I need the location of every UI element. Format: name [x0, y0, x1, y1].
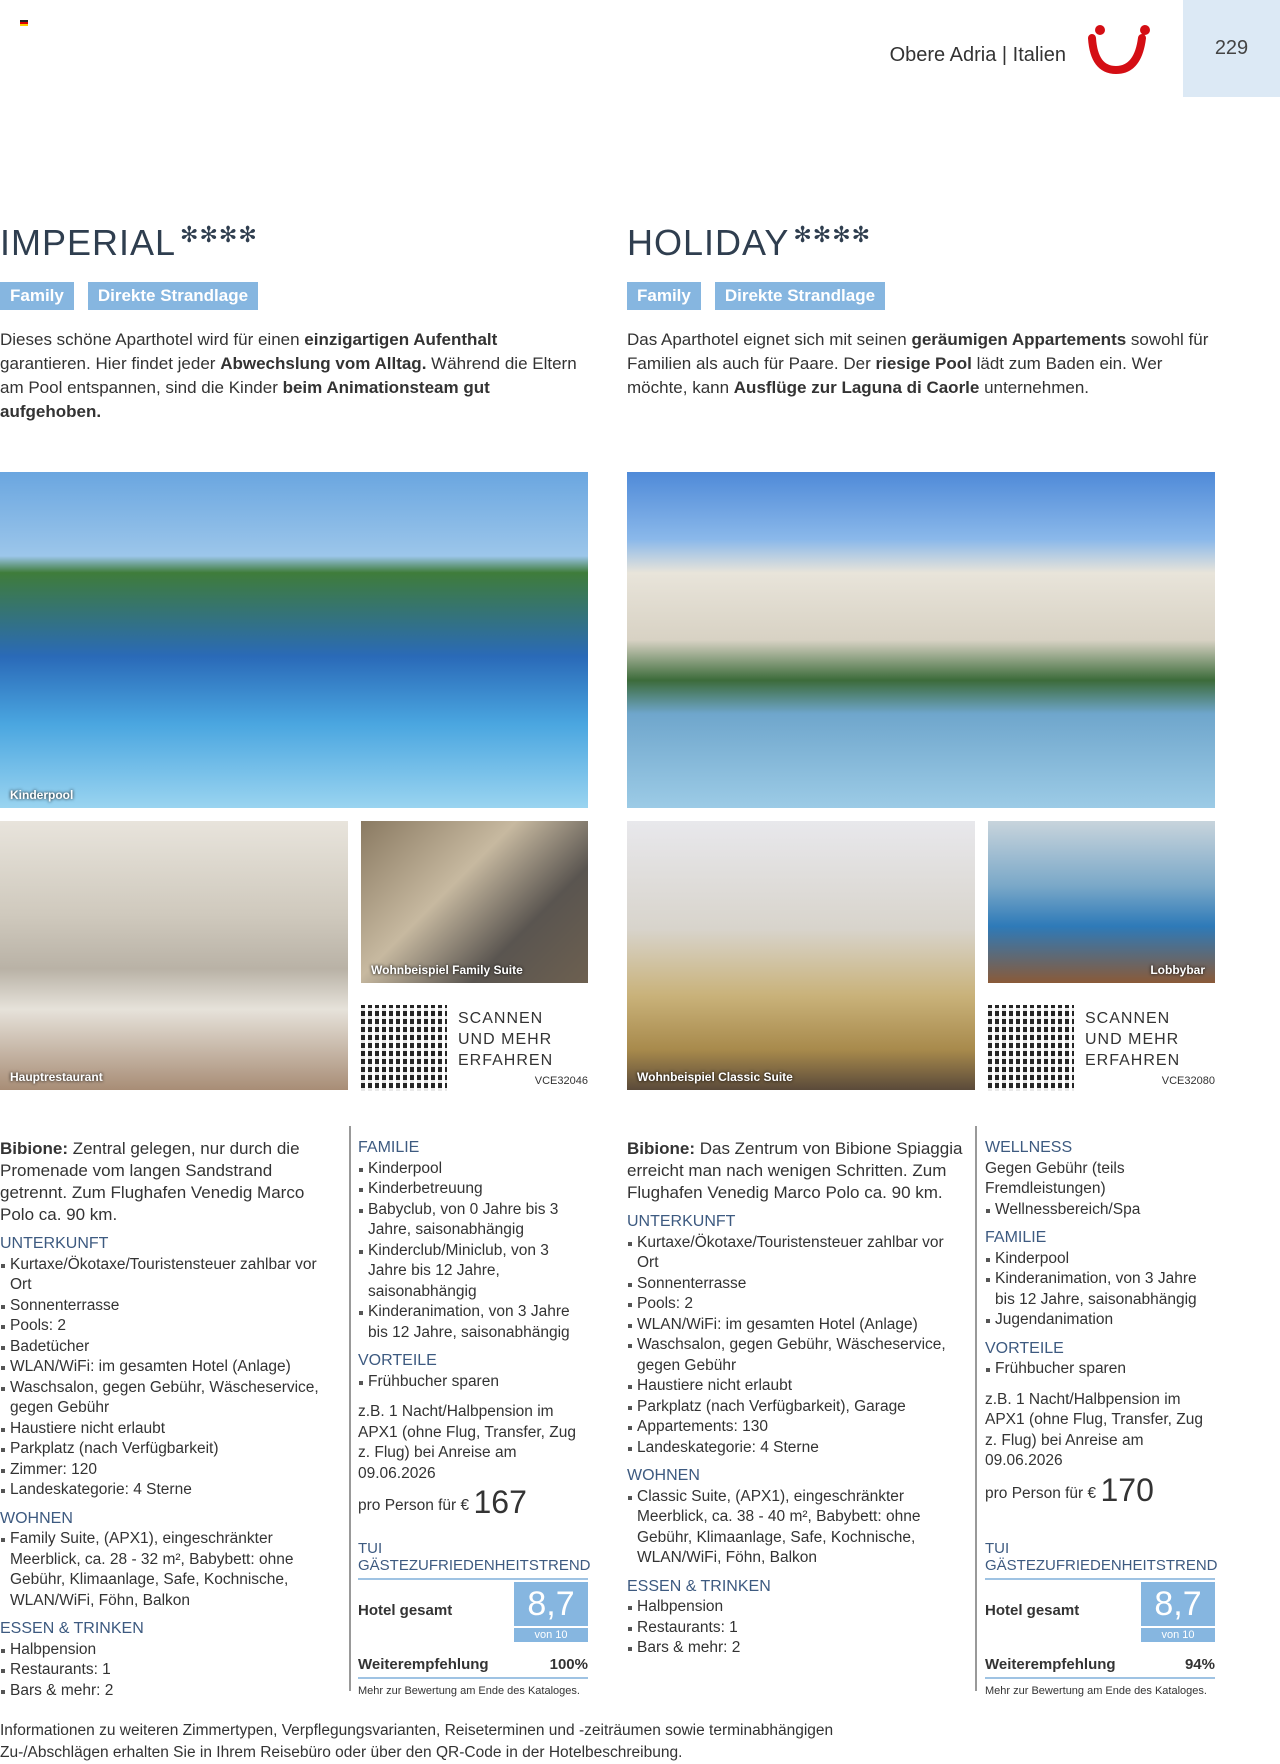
rating-box: TUI GÄSTEZUFRIEDENHEITSTREND Hotel gesamt 8,7 von 10 Weiterempfehlung 94% Mehr zur Bewertung am Ende des Kataloges.	[985, 1540, 1218, 1697]
hotel-description: Das Aparthotel eignet sich mit seinen geräumigen Appartements sowohl für Familien als auch für Paare. Der riesige Pool lädt zum Baden ein. Wer möchte, kann Ausflüge zur Laguna di Caorle unternehmen.	[627, 330, 1209, 397]
hotel-code: VCE32080	[1161, 1075, 1215, 1087]
tag-family: Family	[627, 282, 701, 310]
holiday-extras: WELLNESS Gegen Gebühr (teils Fremdleistungen) Wellnessbereich/Spa FAMILIE Kinderpool Kinderanimation, von 3 Jahre bis 12 Jahre, saisonabhängig Jugendanimation VORTEILE Frühbucher sparen z.B. 1 Nacht/Halbpension im APX1 (ohne Flug, Transfer, Zug z. Flug) bei Anreise am 09.06.2026 pro Person für € 170	[985, 1130, 1215, 1504]
scan-text: SCANNEN UND MEHR ERFAHREN	[458, 1010, 554, 1069]
tag-beach: Direkte Strandlage	[88, 282, 258, 310]
price: 170	[1100, 1471, 1154, 1508]
tui-logo	[1086, 24, 1152, 85]
qr-code-icon[interactable]	[361, 1005, 447, 1091]
scan-text: SCANNEN UND MEHR ERFAHREN	[1085, 1010, 1181, 1069]
tag-beach: Direkte Strandlage	[715, 282, 885, 310]
photo-lobbybar: Lobbybar	[988, 821, 1215, 983]
language-flag-icon	[20, 20, 28, 26]
rating-score: 8,7	[514, 1582, 588, 1626]
column-divider	[349, 1126, 351, 1691]
imperial-details: Bibione: Zentral gelegen, nur durch die Promenade vom langen Sandstrand getrennt. Zum Flughafen Venedig Marco Polo ca. 90 km. UNTERKUNFT Kurtaxe/Ökotaxe/Touristensteuer zahlbar vor Ort Sonnenterrasse Pools: 2 Badetücher WLAN/WiFi: im gesamten Hotel (Anlage) Waschsalon, gegen Gebühr, Wäscheservice, gegen Gebühr Haustiere nicht erlaubt Parkplatz (nach Verfügbarkeit) Zimmer: 120 Landeskategorie: 4 Sterne WOHNEN Family Suite, (APX1), eingeschränkter Meerblick, ca. 28 - 32 m², Babybett: ohne Gebühr, Klimaanlage, Safe, Kochnische, WLAN/WiFi, Föhn, Balkon ESSEN & TRINKEN Halbpension Restaurants: 1 Bars & mehr: 2	[0, 1138, 342, 1701]
hotel-name: HOLIDAY	[627, 222, 790, 263]
hotel-description: Dieses schöne Aparthotel wird für einen einzigartigen Aufenthalt garantieren. Hier findet jeder Abwechslung vom Alltag. Während die Eltern am Pool entspannen, sind die Kinder beim Animationsteam gut aufgehoben.	[0, 330, 577, 421]
stars-icon: ✻✻✻✻	[180, 222, 258, 247]
recommendation-percent: 94%	[1184, 1656, 1215, 1673]
photo-family-suite: Wohnbeispiel Family Suite	[361, 821, 588, 983]
footer-note: Informationen zu weiteren Zimmertypen, Verpflegungsvarianten, Reiseterminen und -zeiträumen sowie terminabhängigen Zu-/Abschlägen erhalten Sie in Ihrem Reisebüro oder über den QR-Code in der Hotelbeschreibung.	[0, 1722, 834, 1761]
page-number: 229	[1183, 0, 1280, 97]
rating-score: 8,7	[1141, 1582, 1215, 1626]
qr-code-icon[interactable]	[988, 1005, 1074, 1091]
imperial-family: FAMILIE Kinderpool Kinderbetreuung Babyclub, von 0 Jahre bis 3 Jahre, saisonabhängig Kinderclub/Miniclub, von 3 Jahre bis 12 Jahre, saisonabhängig Kinderanimation, von 3 Jahre bis 12 Jahre, saisonabhängig VORTEILE Frühbucher sparen z.B. 1 Nacht/Halbpension im APX1 (ohne Flug, Transfer, Zug z. Flug) bei Anreise am 09.06.2026 pro Person für € 167	[358, 1130, 588, 1517]
hotel-holiday-header	[627, 222, 1217, 400]
stars-icon: ✻✻✻✻	[793, 222, 872, 247]
photo-hauptrestaurant: Hauptrestaurant	[0, 821, 348, 1090]
price: 167	[473, 1484, 527, 1520]
recommendation-percent: 100%	[549, 1656, 588, 1673]
photo-classic-suite: Wohnbeispiel Classic Suite	[627, 821, 975, 1090]
hotel-imperial-header	[0, 222, 590, 424]
column-divider	[975, 1126, 977, 1691]
hotel-code: VCE32046	[534, 1075, 588, 1087]
region-title: Obere Adria | Italien	[889, 44, 1066, 66]
photo-kinderpool: Kinderpool	[0, 472, 588, 808]
holiday-details: Bibione: Das Zentrum von Bibione Spiaggia erreicht man nach wenigen Schritten. Zum Flughafen Venedig Marco Polo ca. 90 km. UNTERKUNFT Kurtaxe/Ökotaxe/Touristensteuer zahlbar vor Ort Sonnenterrasse Pools: 2 WLAN/WiFi: im gesamten Hotel (Anlage) Waschsalon, gegen Gebühr, Wäscheservice, gegen Gebühr Haustiere nicht erlaubt Parkplatz (nach Verfügbarkeit), Garage Appartements: 130 Landeskategorie: 4 Sterne WOHNEN Classic Suite, (APX1), eingeschränkter Meerblick, ca. 38 - 40 m², Babybett: ohne Gebühr, Klimaanlage, Safe, Kochnische, WLAN/WiFi, Föhn, Balkon ESSEN & TRINKEN Halbpension Restaurants: 1 Bars & mehr: 2	[627, 1138, 967, 1659]
hotel-name: IMPERIAL	[0, 222, 177, 263]
rating-box: TUI GÄSTEZUFRIEDENHEITSTREND Hotel gesamt 8,7 von 10 Weiterempfehlung 100% Mehr zur Bewertung am Ende des Kataloges.	[358, 1540, 591, 1697]
tag-family: Family	[0, 282, 74, 310]
photo-hotel-pool	[627, 472, 1215, 808]
